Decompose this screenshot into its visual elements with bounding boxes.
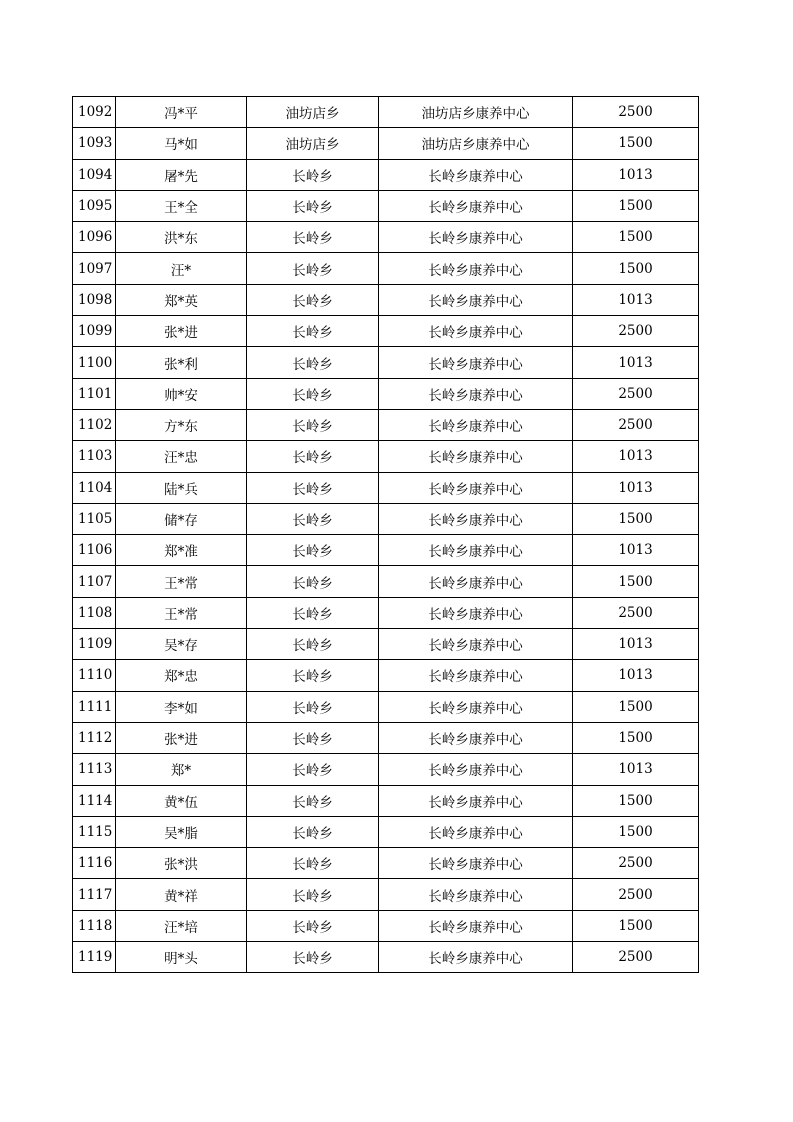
table-row	[73, 597, 699, 628]
township-cell: 长岭乡	[247, 409, 379, 440]
serial-number-cell: 1116	[73, 848, 116, 879]
care-center-cell: 长岭乡康养中心	[379, 629, 573, 660]
care-center-cell: 长岭乡康养中心	[379, 441, 573, 472]
amount-cell: 1500	[573, 910, 699, 941]
amount-cell: 2500	[573, 848, 699, 879]
care-center-cell: 油坊店乡康养中心	[379, 97, 573, 128]
care-center-cell: 长岭乡康养中心	[379, 910, 573, 941]
amount-cell: 1013	[573, 660, 699, 691]
serial-number-cell: 1096	[73, 222, 116, 253]
care-center-cell: 长岭乡康养中心	[379, 284, 573, 315]
amount-cell: 1013	[573, 754, 699, 785]
township-cell: 长岭乡	[247, 660, 379, 691]
township-cell: 长岭乡	[247, 629, 379, 660]
name-cell: 冯*平	[116, 97, 247, 128]
name-cell: 郑*准	[116, 535, 247, 566]
table-row	[73, 691, 699, 722]
table-row	[73, 284, 699, 315]
table-row	[73, 629, 699, 660]
table-row	[73, 942, 699, 973]
amount-cell: 1013	[573, 347, 699, 378]
township-cell: 长岭乡	[247, 691, 379, 722]
table-row	[73, 848, 699, 879]
township-cell: 长岭乡	[247, 378, 379, 409]
township-cell: 长岭乡	[247, 284, 379, 315]
table-row	[73, 347, 699, 378]
township-cell: 长岭乡	[247, 441, 379, 472]
amount-cell: 1500	[573, 691, 699, 722]
care-center-cell: 长岭乡康养中心	[379, 879, 573, 910]
township-cell: 长岭乡	[247, 253, 379, 284]
care-center-cell: 长岭乡康养中心	[379, 660, 573, 691]
care-center-cell: 长岭乡康养中心	[379, 597, 573, 628]
name-cell: 王*全	[116, 190, 247, 221]
table-row	[73, 441, 699, 472]
amount-cell: 1500	[573, 785, 699, 816]
name-cell: 王*常	[116, 597, 247, 628]
care-center-cell: 长岭乡康养中心	[379, 754, 573, 785]
amount-cell: 1013	[573, 284, 699, 315]
care-center-cell: 长岭乡康养中心	[379, 816, 573, 847]
name-cell: 吴*存	[116, 629, 247, 660]
serial-number-cell: 1114	[73, 785, 116, 816]
table-row	[73, 722, 699, 753]
amount-cell: 1013	[573, 159, 699, 190]
table-row	[73, 128, 699, 159]
name-cell: 陆*兵	[116, 472, 247, 503]
township-cell: 长岭乡	[247, 190, 379, 221]
table-row	[73, 816, 699, 847]
name-cell: 储*存	[116, 503, 247, 534]
amount-cell: 1500	[573, 253, 699, 284]
records-table-body	[73, 97, 699, 973]
township-cell: 长岭乡	[247, 566, 379, 597]
serial-number-cell: 1094	[73, 159, 116, 190]
table-row	[73, 378, 699, 409]
amount-cell: 2500	[573, 597, 699, 628]
table-row	[73, 660, 699, 691]
amount-cell: 1500	[573, 566, 699, 597]
serial-number-cell: 1109	[73, 629, 116, 660]
serial-number-cell: 1113	[73, 754, 116, 785]
name-cell: 明*头	[116, 942, 247, 973]
serial-number-cell: 1111	[73, 691, 116, 722]
name-cell: 郑*	[116, 754, 247, 785]
serial-number-cell: 1107	[73, 566, 116, 597]
care-center-cell: 长岭乡康养中心	[379, 722, 573, 753]
table-row	[73, 190, 699, 221]
serial-number-cell: 1112	[73, 722, 116, 753]
name-cell: 张*进	[116, 722, 247, 753]
serial-number-cell: 1093	[73, 128, 116, 159]
serial-number-cell: 1097	[73, 253, 116, 284]
township-cell: 长岭乡	[247, 754, 379, 785]
township-cell: 长岭乡	[247, 597, 379, 628]
name-cell: 汪*培	[116, 910, 247, 941]
amount-cell: 1013	[573, 629, 699, 660]
township-cell: 长岭乡	[247, 347, 379, 378]
serial-number-cell: 1105	[73, 503, 116, 534]
amount-cell: 1500	[573, 503, 699, 534]
name-cell: 方*东	[116, 409, 247, 440]
amount-cell: 1500	[573, 816, 699, 847]
name-cell: 张*进	[116, 316, 247, 347]
name-cell: 汪*忠	[116, 441, 247, 472]
name-cell: 汪*	[116, 253, 247, 284]
township-cell: 长岭乡	[247, 942, 379, 973]
care-center-cell: 长岭乡康养中心	[379, 942, 573, 973]
name-cell: 郑*忠	[116, 660, 247, 691]
name-cell: 马*如	[116, 128, 247, 159]
serial-number-cell: 1101	[73, 378, 116, 409]
name-cell: 张*洪	[116, 848, 247, 879]
care-center-cell: 长岭乡康养中心	[379, 535, 573, 566]
table-row	[73, 785, 699, 816]
serial-number-cell: 1102	[73, 409, 116, 440]
amount-cell: 2500	[573, 409, 699, 440]
care-center-cell: 长岭乡康养中心	[379, 253, 573, 284]
township-cell: 长岭乡	[247, 879, 379, 910]
serial-number-cell: 1095	[73, 190, 116, 221]
amount-cell: 2500	[573, 879, 699, 910]
township-cell: 长岭乡	[247, 816, 379, 847]
care-center-cell: 长岭乡康养中心	[379, 190, 573, 221]
table-row	[73, 409, 699, 440]
table-row	[73, 97, 699, 128]
name-cell: 洪*东	[116, 222, 247, 253]
township-cell: 长岭乡	[247, 222, 379, 253]
table-row	[73, 754, 699, 785]
township-cell: 长岭乡	[247, 316, 379, 347]
serial-number-cell: 1115	[73, 816, 116, 847]
name-cell: 张*利	[116, 347, 247, 378]
serial-number-cell: 1108	[73, 597, 116, 628]
serial-number-cell: 1117	[73, 879, 116, 910]
care-center-cell: 长岭乡康养中心	[379, 691, 573, 722]
name-cell: 帅*安	[116, 378, 247, 409]
care-center-cell: 油坊店乡康养中心	[379, 128, 573, 159]
amount-cell: 2500	[573, 942, 699, 973]
care-center-cell: 长岭乡康养中心	[379, 785, 573, 816]
serial-number-cell: 1106	[73, 535, 116, 566]
care-center-cell: 长岭乡康养中心	[379, 347, 573, 378]
serial-number-cell: 1092	[73, 97, 116, 128]
table-row	[73, 566, 699, 597]
care-center-cell: 长岭乡康养中心	[379, 409, 573, 440]
serial-number-cell: 1100	[73, 347, 116, 378]
table-row	[73, 879, 699, 910]
township-cell: 长岭乡	[247, 472, 379, 503]
township-cell: 长岭乡	[247, 848, 379, 879]
care-center-cell: 长岭乡康养中心	[379, 378, 573, 409]
amount-cell: 2500	[573, 316, 699, 347]
table-row	[73, 159, 699, 190]
amount-cell: 2500	[573, 378, 699, 409]
serial-number-cell: 1119	[73, 942, 116, 973]
table-row	[73, 222, 699, 253]
serial-number-cell: 1110	[73, 660, 116, 691]
name-cell: 屠*先	[116, 159, 247, 190]
name-cell: 李*如	[116, 691, 247, 722]
serial-number-cell: 1099	[73, 316, 116, 347]
table-row	[73, 472, 699, 503]
name-cell: 吴*脂	[116, 816, 247, 847]
name-cell: 郑*英	[116, 284, 247, 315]
serial-number-cell: 1098	[73, 284, 116, 315]
township-cell: 长岭乡	[247, 910, 379, 941]
township-cell: 油坊店乡	[247, 128, 379, 159]
township-cell: 油坊店乡	[247, 97, 379, 128]
amount-cell: 1500	[573, 222, 699, 253]
township-cell: 长岭乡	[247, 785, 379, 816]
records-table	[72, 96, 699, 973]
amount-cell: 1500	[573, 722, 699, 753]
table-row	[73, 316, 699, 347]
care-center-cell: 长岭乡康养中心	[379, 848, 573, 879]
care-center-cell: 长岭乡康养中心	[379, 159, 573, 190]
serial-number-cell: 1103	[73, 441, 116, 472]
care-center-cell: 长岭乡康养中心	[379, 503, 573, 534]
name-cell: 黄*祥	[116, 879, 247, 910]
township-cell: 长岭乡	[247, 535, 379, 566]
care-center-cell: 长岭乡康养中心	[379, 222, 573, 253]
amount-cell: 1500	[573, 190, 699, 221]
care-center-cell: 长岭乡康养中心	[379, 472, 573, 503]
table-row	[73, 253, 699, 284]
serial-number-cell: 1104	[73, 472, 116, 503]
name-cell: 黄*伍	[116, 785, 247, 816]
amount-cell: 1013	[573, 441, 699, 472]
table-row	[73, 503, 699, 534]
township-cell: 长岭乡	[247, 159, 379, 190]
table-row	[73, 535, 699, 566]
amount-cell: 2500	[573, 97, 699, 128]
care-center-cell: 长岭乡康养中心	[379, 316, 573, 347]
township-cell: 长岭乡	[247, 503, 379, 534]
serial-number-cell: 1118	[73, 910, 116, 941]
amount-cell: 1500	[573, 128, 699, 159]
name-cell: 王*常	[116, 566, 247, 597]
care-center-cell: 长岭乡康养中心	[379, 566, 573, 597]
amount-cell: 1013	[573, 472, 699, 503]
amount-cell: 1013	[573, 535, 699, 566]
table-row	[73, 910, 699, 941]
township-cell: 长岭乡	[247, 722, 379, 753]
